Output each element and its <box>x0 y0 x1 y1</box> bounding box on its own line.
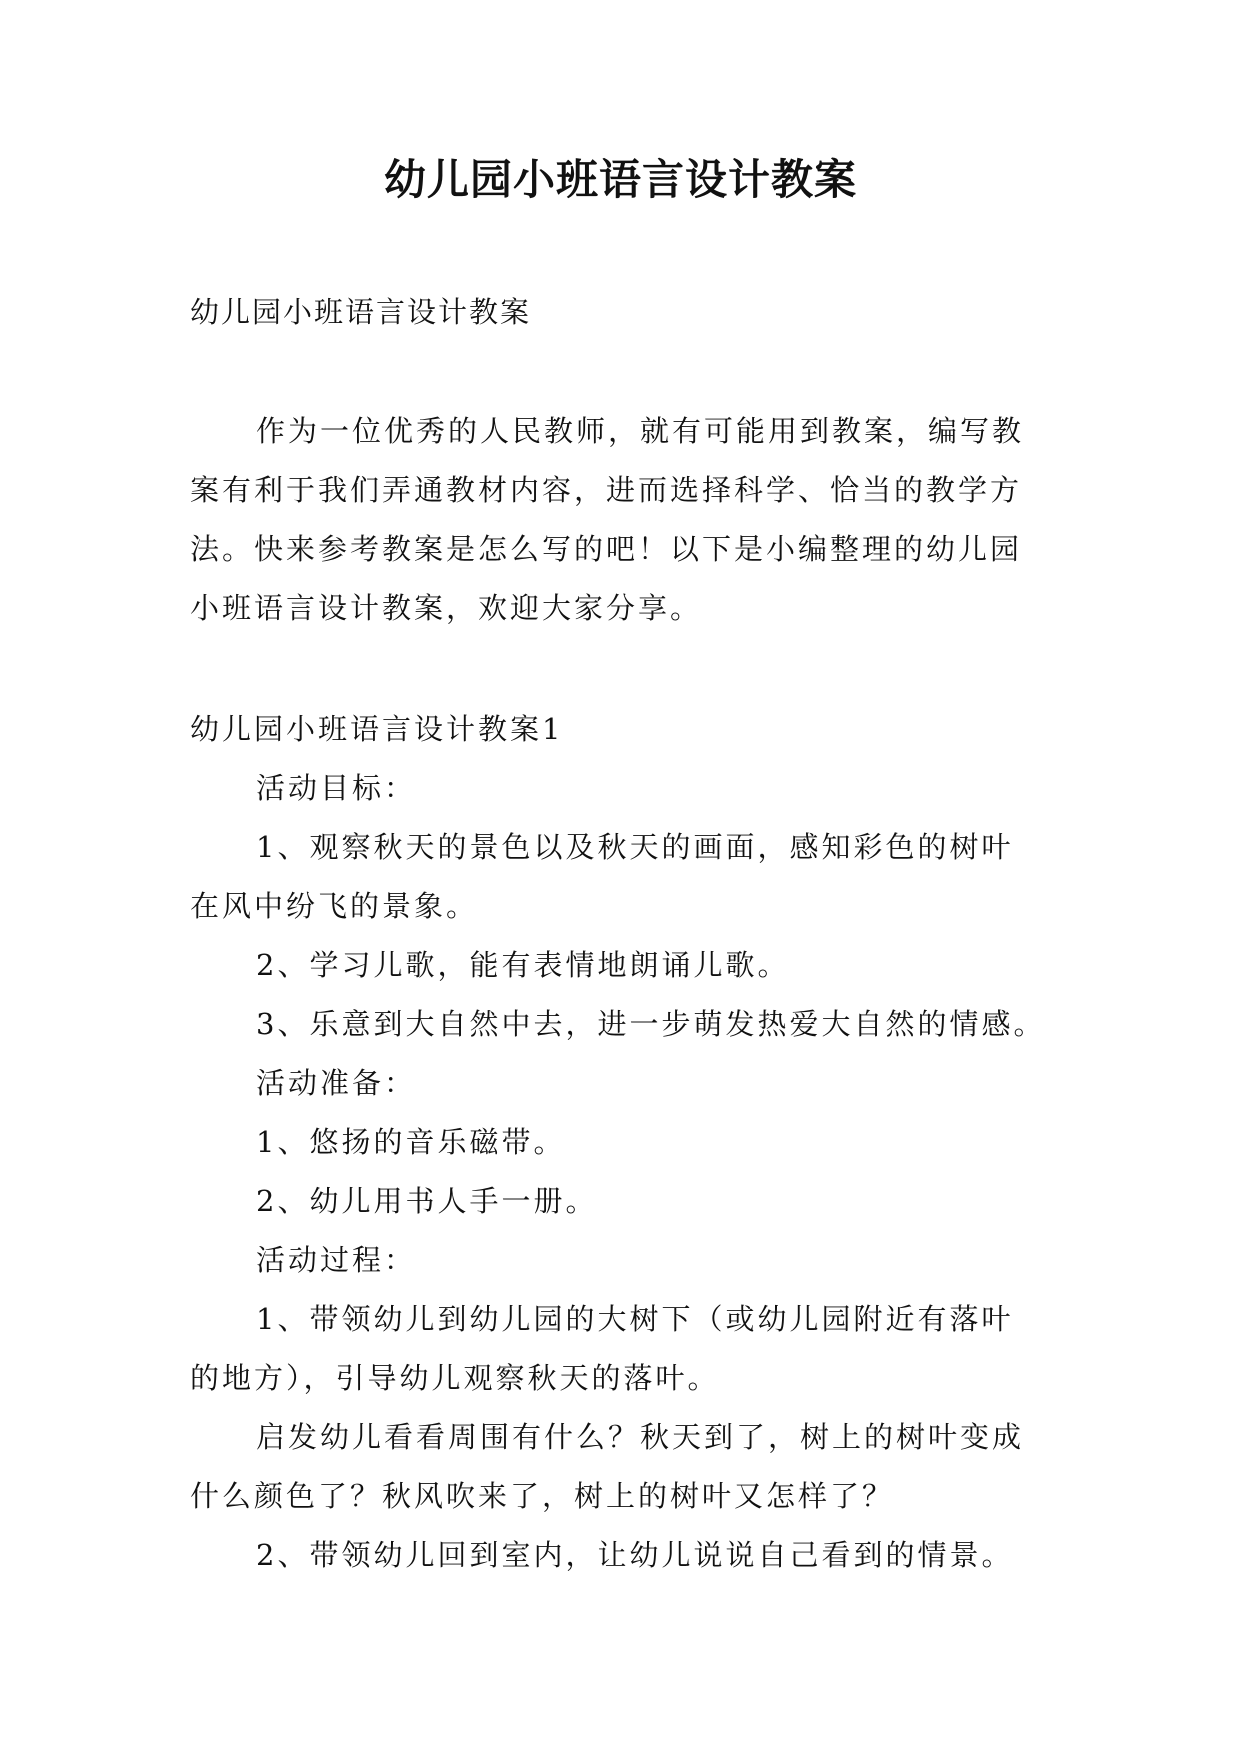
process-item-continuation: 的地方），引导幼儿观察秋天的落叶。 <box>190 1361 720 1395</box>
process-item: 1、带领幼儿到幼儿园的大树下（或幼儿园附近有落叶 <box>256 1302 1014 1336</box>
preparation-heading: 活动准备： <box>256 1066 417 1100</box>
preparation-item: 2、幼儿用书人手一册。 <box>256 1184 598 1218</box>
document-title: 幼儿园小班语言设计教案 <box>383 155 857 204</box>
preparation-item: 1、悠扬的音乐磁带。 <box>256 1125 566 1159</box>
process-detail-continuation: 什么颜色了？秋风吹来了，树上的树叶又怎样了？ <box>190 1479 895 1513</box>
lesson-body <box>190 700 1070 1585</box>
objective-item: 1、观察秋天的景色以及秋天的画面，感知彩色的树叶 <box>256 830 1014 864</box>
intro-paragraph: 作为一位优秀的人民教师，就有可能用到教案，编写教案有利于我们弄通教材内容，进而选择科学、恰当的教学方法。快来参考教案是怎么写的吧！以下是小编整理的幼儿园小班语言设计教案，欢迎大家分享。 <box>190 414 1025 625</box>
objective-item: 2、学习儿歌，能有表情地朗诵儿歌。 <box>256 948 790 982</box>
document-subtitle: 幼儿园小班语言设计教案 <box>190 295 532 329</box>
process-heading: 活动过程： <box>256 1243 417 1277</box>
objective-item: 3、乐意到大自然中去，进一步萌发热爱大自然的情感。 <box>256 1007 1046 1041</box>
objective-item-continuation: 在风中纷飞的景象。 <box>190 889 479 923</box>
process-item: 2、带领幼儿回到室内，让幼儿说说自己看到的情景。 <box>256 1538 1014 1572</box>
process-detail: 启发幼儿看看周围有什么？秋天到了，树上的树叶变成 <box>256 1420 1025 1454</box>
section-heading: 幼儿园小班语言设计教案1 <box>190 712 564 746</box>
objectives-heading: 活动目标： <box>256 771 417 805</box>
